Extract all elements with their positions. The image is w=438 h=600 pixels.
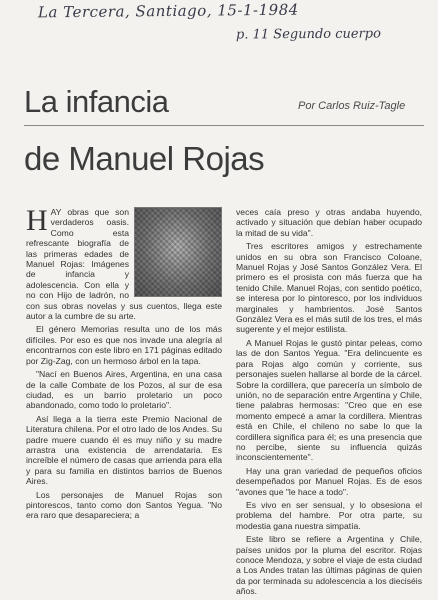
article-paragraph: A Manuel Rojas le gustó pintar peleas, como las de don Santos Yegua. "Era delincuente es para Rojas algo común y corriente, sus personajes suelen hallarse al borde de la cárcel. Sobre la cordillera, que parecería un símbolo de unión, no de separación entre Argentina y Chile, tiene palabras hermosas: "Creo que en ese momento empecé a amar la cordillera. Mientras está en Chile, el chileno no sabe lo que la cordillera significa para él; es una presencia que no percibe, siente su influencia quizás inconscientemente". xyxy=(236,337,422,463)
article-paragraph: Así llega a la tierra este Premio Nacional de Literatura chilena. Por el otro lado de los Andes. Su padre muere cuando él es muy niño y su madre arrastra una existencia de arrendataria. Es increíble el número de casas que arrienda para ella y para su familia en distintos barrios de Buenos Aires. xyxy=(26,413,222,487)
handwritten-source-note: La Tercera, Santiago, 15-1-1984 xyxy=(37,0,299,22)
article-paragraph: Tres escritores amigos y estrechamente unidos en su obra son Francisco Coloane, Manuel Rojas y José Santos González Vera. El primero es el prosista con más fuerza que ha tenido Chile. Manuel Rojas, con sentido poético, se interesa por lo pintoresco, por los individuos marginales y hambrientos. José Santos González Vera es el más sutil de los tres, el más sugerente y el mejor estilista. xyxy=(236,241,422,335)
handwritten-page-note: p. 11 Segundo cuerpo xyxy=(235,26,381,43)
author-photo xyxy=(134,207,222,297)
article-paragraph: El género Memorias resulta uno de los más difíciles. Por eso es que nos invade una alegría al encontrarnos con este libro en 171 páginas editado por Zig-Zag, con un hermoso árbol en la tapa. xyxy=(26,324,222,366)
byline: Por Carlos Ruiz-Tagle xyxy=(298,100,406,112)
article-column-1 xyxy=(26,204,222,524)
headline-line-2: de Manuel Rojas xyxy=(24,140,265,177)
article-paragraph: Los personajes de Manuel Rojas son pintorescos, tanto como don Santos Yegua. "No era raro que desapareciera; a xyxy=(26,489,222,521)
article-paragraph: Este libro se refiere a Argentina y Chile, países unidos por la pluma del escritor. Rojas conoce Mendoza, y sobre el viaje de esta ciudad a Los Andes tratan las últimas páginas de quien da por terminada su adolescencia a los dieciséis años. xyxy=(236,534,422,597)
article-paragraph: Es vivo en ser sensual, y lo obsesiona el problema del hambre. Por otra parte, su modestia gana nuestra simpatía. xyxy=(236,499,422,531)
headline-line-1: La infancia xyxy=(24,84,169,119)
article-paragraph: Hay una gran variedad de pequeños oficios desempeñados por Manuel Rojas. Es de esos "avones que "le hace a todo". xyxy=(236,465,422,497)
drop-cap: H xyxy=(26,204,48,237)
headline-divider xyxy=(24,125,424,126)
article-paragraph: veces caía preso y otras andaba huyendo, activado y situación que debían haber ocupado la mitad de su vida". xyxy=(236,207,422,238)
article-column-2 xyxy=(236,207,422,600)
article-paragraph: HAY obras que son verdaderos oasis. Como esta refrescante biografía de las primeras edades de Manuel Rojas: Imágenes de infancia y adolescencia. Con ella y no con Hijo de ladrón, no con sus obras novelas y sus cuentos, llega este autor a la cumbre de su arte. xyxy=(26,204,222,322)
article-quote: "Nací en Buenos Aires, Argentina, en una casa de la calle Combate de los Pozos, al sur de esa ciudad, es un barrio proletario un poco abandonado, como todo lo proletario". xyxy=(26,369,222,411)
